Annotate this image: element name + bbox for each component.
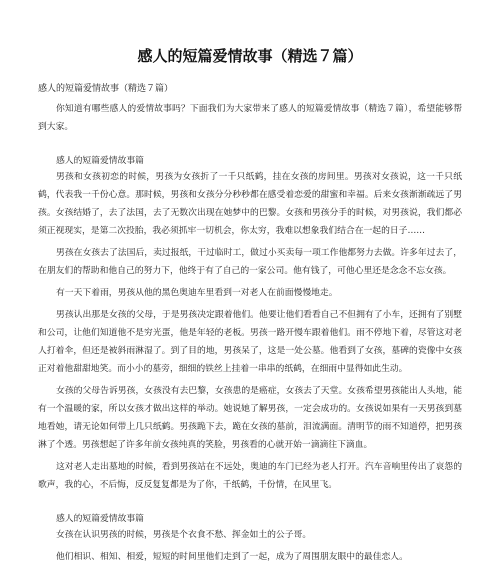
- article-subtitle: 感人的短篇爱情故事（精选７篇）: [38, 84, 174, 94]
- story-paragraph: 女孩在认识男孩的时候，男孩是个衣食不愁、挥金如土的公子哥。: [56, 530, 312, 540]
- story-paragraph: 他们相识、相知、相爱，短短的时间里他们走到了一起，成为了周围朋友眼中的最佳恋人。: [56, 552, 408, 562]
- story-paragraph: 男孩在女孩去了法国后，卖过报纸，干过临时工，做过小买卖每一项工作他都努力去做。许多年过去了，在朋友们的帮助和他自己的努力下，他终于有了自己的一家公司。他有钱了，可他心里还是念念不忘女孩。: [38, 248, 462, 276]
- section-heading: 感人的短篇爱情故事篇: [56, 156, 144, 166]
- story-paragraph: 男孩认出那是女孩的父母，于是男孩决定跟着他们。他要让他们看看自己不但拥有了小车，还拥有了别墅和公司，让他们知道他不是穷光蛋，他是年轻的老板。男孩一路开慢车跟着他们。雨不停地下着，尽管这对老人打着伞，但还是被斜雨淋湿了。到了目的地，男孩呆了，这是一处公墓。他看到了女孩，墓碑的瓷像中女孩正对着他甜甜地笑。而小小的墓旁，细细的铁丝上挂着一串串的纸鹤，在细雨中显得如此生动。: [38, 310, 462, 374]
- page-title: 感人的短篇爱情故事（精选７篇）: [137, 47, 363, 65]
- spacer: [38, 136, 462, 154]
- section-heading: 感人的短篇爱情故事篇: [56, 514, 144, 524]
- story-paragraph: 男孩和女孩初恋的时候，男孩为女孩折了一千只纸鹤，挂在女孩的房间里。男孩对女孩说，这一千只纸鹤，代表我一千份心意。那时候，男孩和女孩分分秒秒都在感受着恋爱的甜蜜和幸福。后来女孩渐渐疏远了男孩。女孩结婚了，去了法国，去了无数次出现在她梦中的巴黎。女孩和男孩分手的时候，对男孩说，我们都必须正视现实，是第二次投胎，我必须抓牢一切机会，你太穷，我难以想象我们结合在一起的日子……: [38, 172, 462, 236]
- story-paragraph: 这对老人走出墓地的时候，看到男孩站在不远处，奥迪的车门已经为老人打开。汽车音响里传出了哀怨的歌声，我的心，不后悔，反反复复都是为了你，千纸鹤，千份情，在风里飞。: [38, 462, 462, 490]
- intro-paragraph: 你知道有哪些感人的爱情故事吗？下面我们为大家带来了感人的短篇爱情故事（精选７篇），希望能够帮到大家。: [38, 104, 462, 132]
- spacer: [38, 494, 462, 512]
- story-paragraph: 女孩的父母告诉男孩，女孩没有去巴黎，女孩患的是癌症，女孩去了天堂。女孩希望男孩能出人头地，能有一个温暖的家，所以女孩才做出这样的举动。她说她了解男孩，一定会成功的。女孩说如果有一天男孩到墓地看她，请无论如何带上几只纸鹤。男孩跪下去，跪在女孩的墓前，泪流满面。清明节的雨不知道停，把男孩淋了个透。男孩想起了许多年前女孩纯真的笑脸，男孩看的心就开始一滴滴往下滴血。: [38, 386, 462, 450]
- story-paragraph: 有一天下着雨，男孩从他的黑色奥迪车里看到一对老人在前面慢慢地走。: [56, 288, 338, 298]
